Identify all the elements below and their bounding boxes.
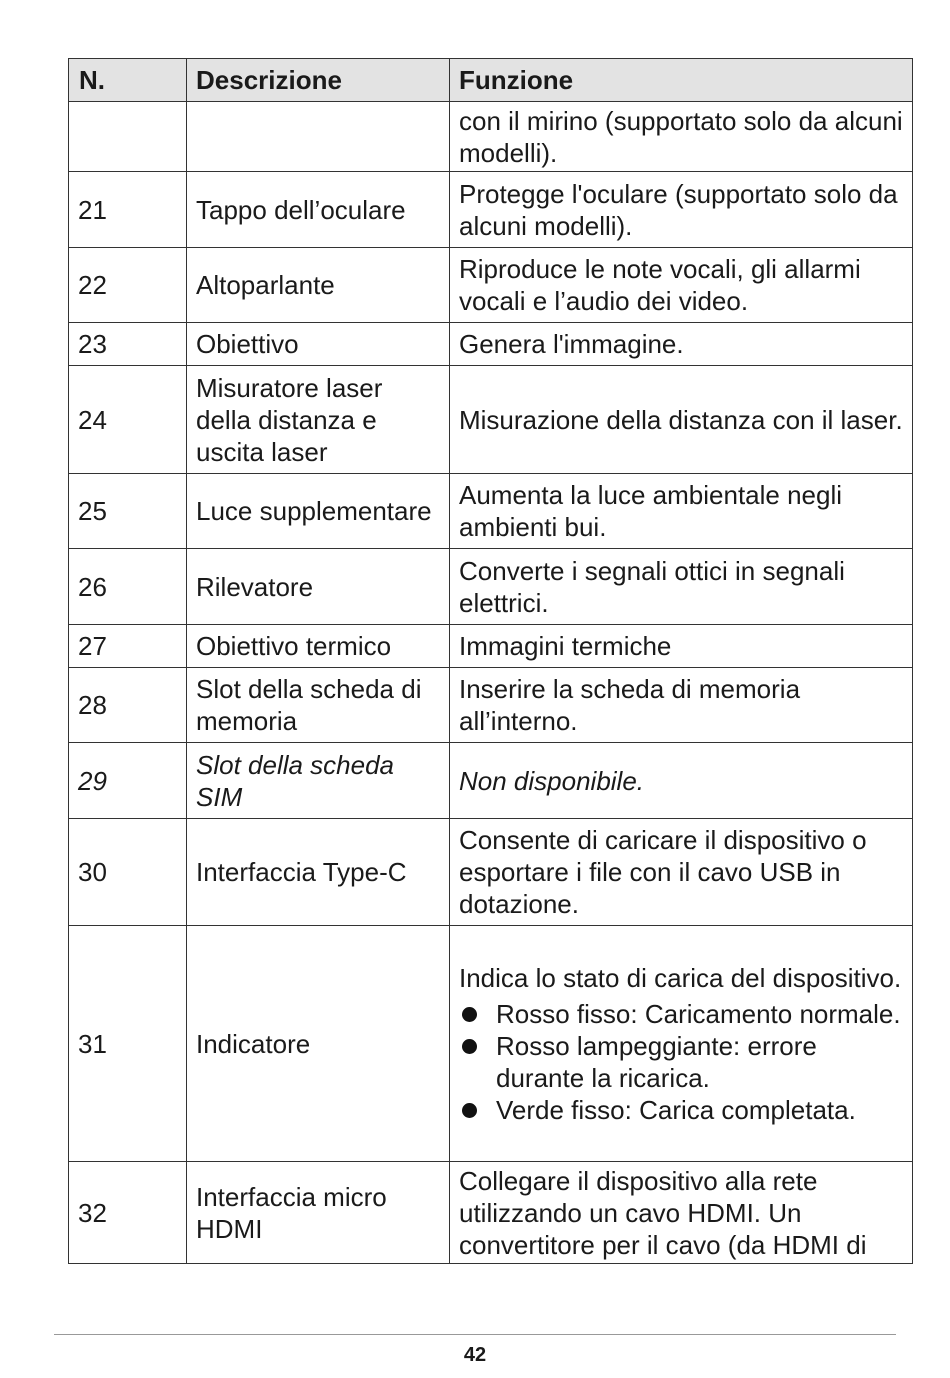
bullet-list <box>459 998 904 1126</box>
row-description: Interfaccia micro HDMI <box>187 1162 450 1264</box>
row-number: 24 <box>69 366 187 474</box>
header-function: Funzione <box>450 59 913 102</box>
row-number: 27 <box>69 625 187 668</box>
row-function-cell <box>450 926 913 1162</box>
row-function: Riproduce le note vocali, gli allarmi vocali e l’audio dei video. <box>450 248 913 323</box>
row-number: 23 <box>69 323 187 366</box>
row-description: Slot della scheda di memoria <box>187 668 450 743</box>
table-row <box>69 248 913 323</box>
table-row <box>69 926 913 1162</box>
bullet-text: Verde fisso: Carica completata. <box>496 1094 856 1125</box>
footer-divider <box>54 1334 896 1335</box>
row-number: 26 <box>69 549 187 625</box>
row-function: Collegare il dispositivo alla rete utilizzando un cavo HDMI. Un convertitore per il cavo (da HDMI di <box>450 1162 913 1264</box>
table-header-row <box>69 59 913 102</box>
row-function: Non disponibile. <box>450 743 913 819</box>
bullet-text: Rosso fisso: Caricamento normale. <box>496 998 901 1029</box>
row-description: Obiettivo termico <box>187 625 450 668</box>
bullet-text: Rosso lampeggiante: errore durante la ricarica. <box>496 1030 817 1093</box>
bullet-dot-icon <box>462 1039 477 1054</box>
bullet-item <box>459 1030 904 1094</box>
table-row <box>69 625 913 668</box>
bullet-item <box>459 1094 904 1126</box>
header-description: Descrizione <box>187 59 450 102</box>
bullet-dot-icon <box>462 1103 477 1118</box>
row-function: Inserire la scheda di memoria all’interno. <box>450 668 913 743</box>
table-row <box>69 474 913 549</box>
table-row <box>69 1162 913 1264</box>
table-row <box>69 668 913 743</box>
row-number: 25 <box>69 474 187 549</box>
row-number: 32 <box>69 1162 187 1264</box>
table-row <box>69 819 913 926</box>
row-number: 29 <box>69 743 187 819</box>
row-description: Obiettivo <box>187 323 450 366</box>
row-number: 21 <box>69 172 187 248</box>
row-description: Altoparlante <box>187 248 450 323</box>
row-function: Misurazione della distanza con il laser. <box>450 366 913 474</box>
row-number: 22 <box>69 248 187 323</box>
row-function: Converte i segnali ottici in segnali elettrici. <box>450 549 913 625</box>
row-number: 28 <box>69 668 187 743</box>
row-description: Luce supplementare <box>187 474 450 549</box>
row-function: con il mirino (supportato solo da alcuni modelli). <box>450 102 913 172</box>
row-description: Tappo dell’oculare <box>187 172 450 248</box>
table-row <box>69 172 913 248</box>
row-description: Interfaccia Type-C <box>187 819 450 926</box>
table-row <box>69 102 913 172</box>
bullet-dot-icon <box>462 1007 477 1022</box>
row-description: Rilevatore <box>187 549 450 625</box>
header-number: N. <box>69 59 187 102</box>
row-function: Protegge l'oculare (supportato solo da alcuni modelli). <box>450 172 913 248</box>
row-description: Indicatore <box>187 926 450 1162</box>
table-row <box>69 323 913 366</box>
page-number: 42 <box>463 1344 487 1366</box>
table-row <box>69 743 913 819</box>
row-number <box>69 102 187 172</box>
specs-table <box>68 58 913 1264</box>
row-number: 31 <box>69 926 187 1162</box>
row-function: Genera l'immagine. <box>450 323 913 366</box>
row-function: Aumenta la luce ambientale negli ambienti bui. <box>450 474 913 549</box>
row-description: Misuratore laser della distanza e uscita laser <box>187 366 450 474</box>
row-description <box>187 102 450 172</box>
table-row <box>69 366 913 474</box>
row-function: Indica lo stato di carica del dispositivo. <box>459 962 902 993</box>
row-number: 30 <box>69 819 187 926</box>
bullet-item <box>459 998 904 1030</box>
table-row <box>69 549 913 625</box>
row-function: Immagini termiche <box>450 625 913 668</box>
row-description: Slot della scheda SIM <box>187 743 450 819</box>
row-function: Consente di caricare il dispositivo o esportare i file con il cavo USB in dotazione. <box>450 819 913 926</box>
